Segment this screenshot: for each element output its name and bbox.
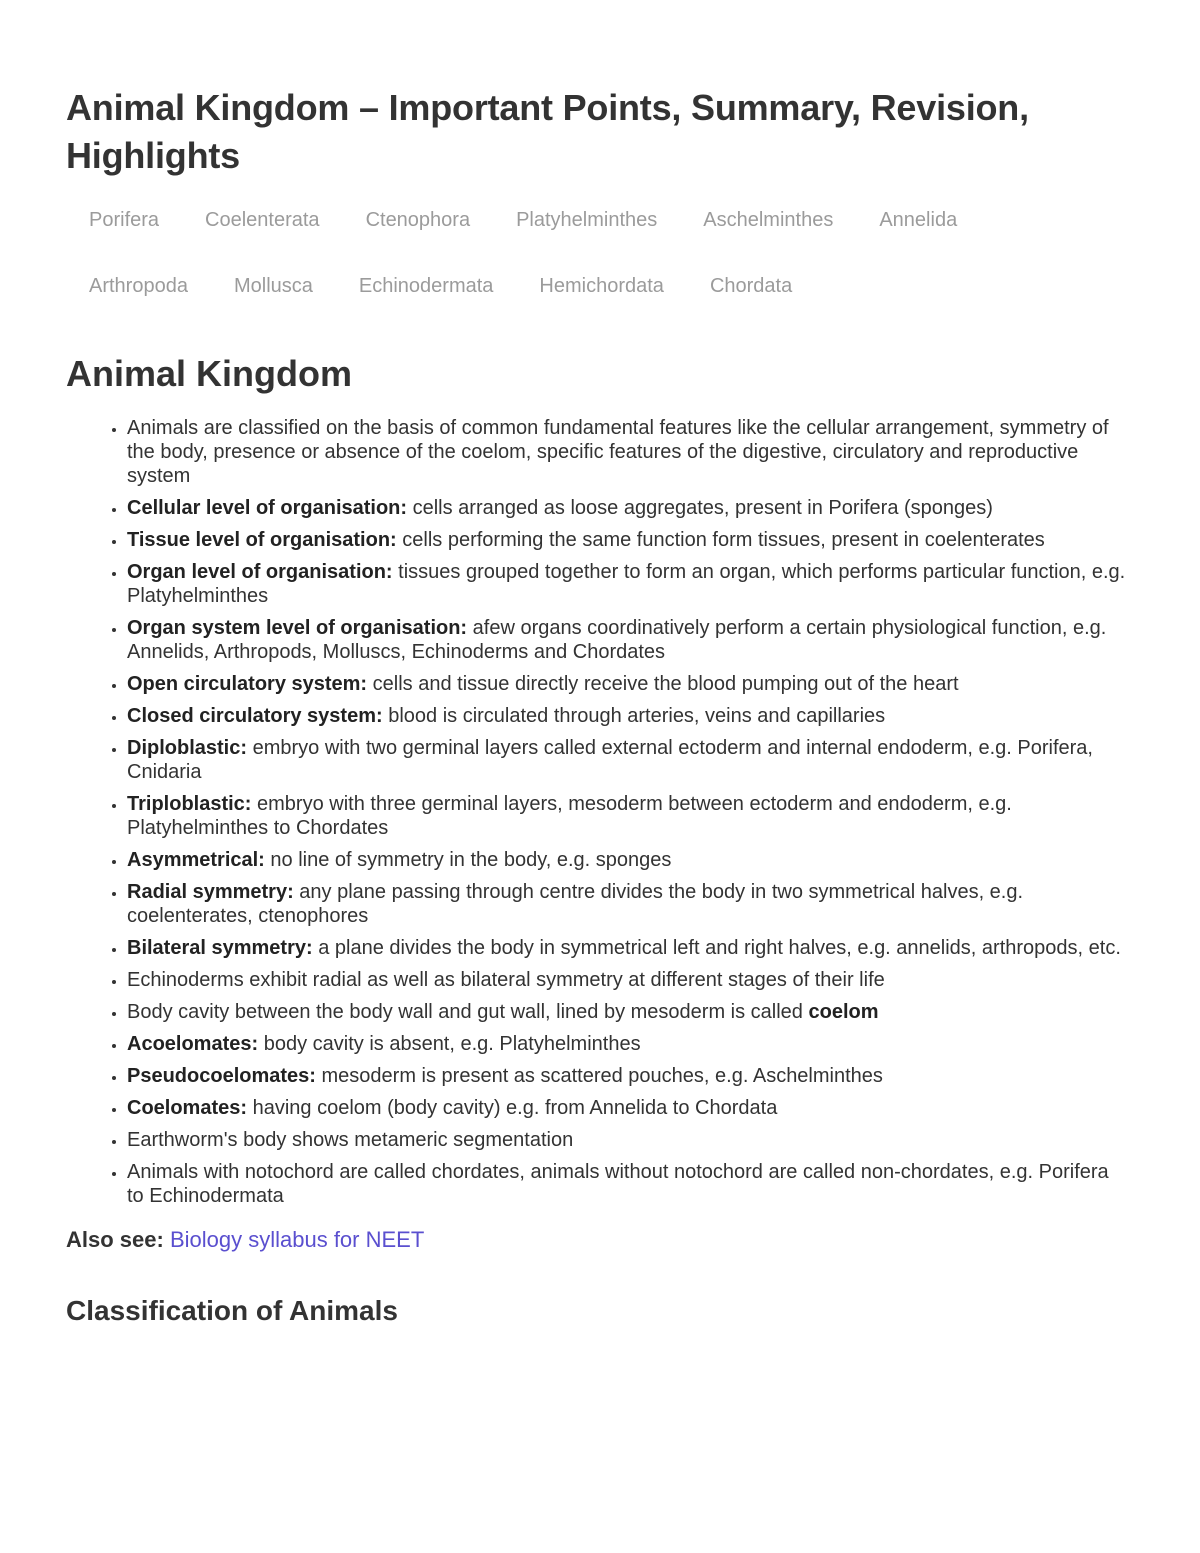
point-term: Coelomates: bbox=[127, 1097, 248, 1119]
point-text: a plane divides the body in symmetrical left and right halves, e.g. annelids, arthropods, etc. bbox=[312, 937, 1121, 959]
point-text: afew organs coordinatively perform a certain physiological function, e.g. Annelids, Arthropods, Molluscs, Echinoderms and Chordates bbox=[127, 617, 1107, 663]
list-item bbox=[127, 1160, 1130, 1208]
point-text: no line of symmetry in the body, e.g. sponges bbox=[264, 849, 672, 871]
list-item bbox=[127, 496, 1130, 520]
point-text: cells arranged as loose aggregates, present in Porifera (sponges) bbox=[407, 497, 993, 519]
tab-aschelminthes[interactable]: Aschelminthes bbox=[703, 209, 834, 231]
point-text: embryo with three germinal layers, mesoderm between ectoderm and endoderm, e.g. Platyhelminthes to Chordates bbox=[127, 793, 1012, 839]
point-term: Acoelomates: bbox=[127, 1033, 259, 1055]
list-item bbox=[127, 528, 1130, 552]
tab-annelida[interactable]: Annelida bbox=[879, 209, 958, 231]
point-text: cells and tissue directly receive the blood pumping out of the heart bbox=[367, 673, 959, 695]
classification-heading: Classification of Animals bbox=[66, 1295, 398, 1326]
key-points-list bbox=[66, 416, 1130, 1208]
list-item bbox=[127, 672, 1130, 696]
point-term: Organ system level of organisation: bbox=[127, 617, 468, 639]
tab-ctenophora[interactable]: Ctenophora bbox=[365, 209, 471, 231]
point-text: Animals are classified on the basis of common fundamental features like the cellular arrangement, symmetry of the body, presence or absence of the coelom, specific features of the digestive, circulatory and reproductive system bbox=[127, 417, 1109, 487]
phylum-tabs bbox=[66, 208, 1130, 340]
tab-chordata[interactable]: Chordata bbox=[709, 275, 793, 297]
point-term: Radial symmetry: bbox=[127, 881, 294, 903]
page-title: Animal Kingdom – Important Points, Summary, Revision, Highlights bbox=[66, 87, 1029, 176]
list-item bbox=[127, 936, 1130, 960]
biology-syllabus-link[interactable]: Biology syllabus for NEET bbox=[169, 1227, 425, 1252]
point-term: Closed circulatory system: bbox=[127, 705, 383, 727]
point-term: Open circulatory system: bbox=[127, 673, 368, 695]
list-item bbox=[127, 560, 1130, 608]
tab-echinodermata[interactable]: Echinodermata bbox=[358, 275, 494, 297]
point-term: Diploblastic: bbox=[127, 737, 248, 759]
section-heading: Animal Kingdom bbox=[66, 353, 352, 394]
point-term: Organ level of organisation: bbox=[127, 561, 393, 583]
point-term: Triploblastic: bbox=[127, 793, 252, 815]
tab-mollusca[interactable]: Mollusca bbox=[233, 275, 313, 297]
point-text: blood is circulated through arteries, veins and capillaries bbox=[382, 705, 886, 727]
list-item bbox=[127, 1096, 1130, 1120]
list-item bbox=[127, 880, 1130, 928]
also-see-label: Also see: bbox=[66, 1227, 164, 1252]
point-text: body cavity is absent, e.g. Platyhelminthes bbox=[258, 1033, 641, 1055]
tab-hemichordata[interactable]: Hemichordata bbox=[539, 275, 664, 297]
list-item bbox=[127, 1128, 1130, 1152]
point-term: Tissue level of organisation: bbox=[127, 529, 397, 551]
point-term: Pseudocoelomates: bbox=[127, 1065, 316, 1087]
point-text: having coelom (body cavity) e.g. from Annelida to Chordata bbox=[247, 1097, 778, 1119]
list-item bbox=[127, 736, 1130, 784]
tab-arthropoda[interactable]: Arthropoda bbox=[89, 275, 188, 297]
list-item bbox=[127, 616, 1130, 664]
point-text: cells performing the same function form tissues, present in coelenterates bbox=[396, 529, 1045, 551]
list-item bbox=[127, 792, 1130, 840]
tab-row-2 bbox=[66, 274, 1130, 340]
page-content bbox=[66, 84, 1130, 1328]
tab-row-1 bbox=[66, 208, 1130, 274]
point-bold-tail: coelom bbox=[808, 1001, 879, 1023]
list-item bbox=[127, 1000, 1130, 1024]
also-see bbox=[66, 1226, 1130, 1254]
point-text: tissues grouped together to form an organ, which performs particular function, e.g. Platyhelminthes bbox=[127, 561, 1126, 607]
tab-porifera[interactable]: Porifera bbox=[89, 209, 160, 231]
point-term: Asymmetrical: bbox=[127, 849, 265, 871]
list-item bbox=[127, 1064, 1130, 1088]
tab-platyhelminthes[interactable]: Platyhelminthes bbox=[516, 209, 658, 231]
point-term: Cellular level of organisation: bbox=[127, 497, 408, 519]
point-text: Echinoderms exhibit radial as well as bilateral symmetry at different stages of their life bbox=[127, 969, 885, 991]
point-text: Body cavity between the body wall and gut wall, lined by mesoderm is called bbox=[127, 1001, 809, 1023]
point-text: mesoderm is present as scattered pouches, e.g. Aschelminthes bbox=[315, 1065, 883, 1087]
point-text: Earthworm's body shows metameric segmentation bbox=[127, 1129, 574, 1151]
tab-coelenterata[interactable]: Coelenterata bbox=[205, 209, 320, 231]
list-item bbox=[127, 416, 1130, 488]
list-item bbox=[127, 848, 1130, 872]
point-text: embryo with two germinal layers called external ectoderm and internal endoderm, e.g. Porifera, Cnidaria bbox=[127, 737, 1093, 783]
list-item bbox=[127, 704, 1130, 728]
list-item bbox=[127, 1032, 1130, 1056]
list-item bbox=[127, 968, 1130, 992]
point-text: Animals with notochord are called chordates, animals without notochord are called non-chordates, e.g. Porifera to Echinodermata bbox=[127, 1161, 1109, 1207]
point-term: Bilateral symmetry: bbox=[127, 937, 313, 959]
point-text: any plane passing through centre divides the body in two symmetrical halves, e.g. coelenterates, ctenophores bbox=[127, 881, 1024, 927]
